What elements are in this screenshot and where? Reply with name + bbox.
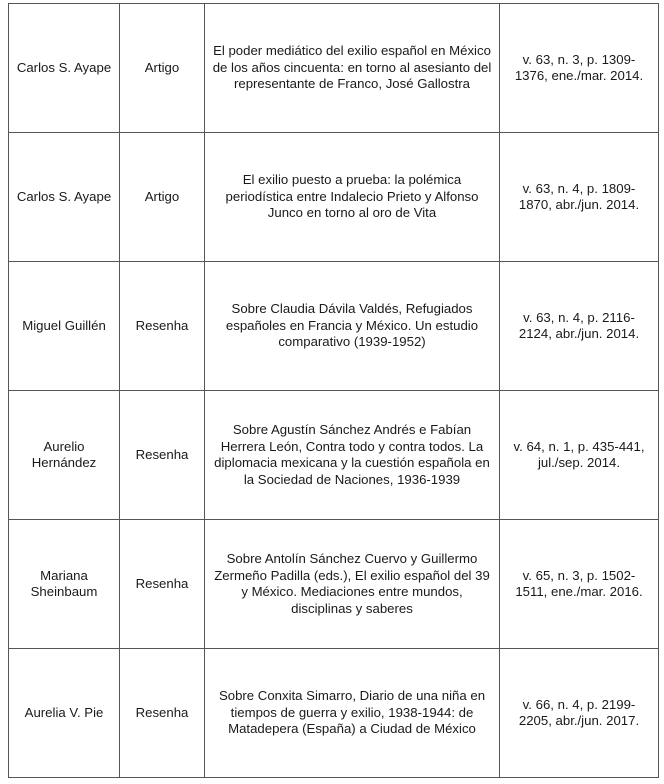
reference-cell: v. 64, n. 1, p. 435-441, jul./sep. 2014. <box>500 391 659 520</box>
title-cell: Sobre Claudia Dávila Valdés, Refugiados españoles en Francia y México. Un estudio comparativo (1939-1952) <box>205 262 500 391</box>
type-cell: Resenha <box>120 391 205 520</box>
table-row <box>9 520 659 649</box>
title-cell: Sobre Agustín Sánchez Andrés e Fabían Herrera León, Contra todo y contra todos. La diplomacia mexicana y la cuestión española en la Sociedad de Naciones, 1936-1939 <box>205 391 500 520</box>
type-cell: Resenha <box>120 262 205 391</box>
type-cell: Resenha <box>120 520 205 649</box>
author-cell: Carlos S. Ayape <box>9 4 120 133</box>
bibliography-table <box>8 3 659 778</box>
author-cell: Aurelio Hernández <box>9 391 120 520</box>
author-cell: Aurelia V. Pie <box>9 649 120 778</box>
reference-cell: v. 66, n. 4, p. 2199-2205, abr./jun. 2017. <box>500 649 659 778</box>
table-row <box>9 133 659 262</box>
table-row <box>9 262 659 391</box>
title-cell: Sobre Conxita Simarro, Diario de una niña en tiempos de guerra y exilio, 1938-1944: de Matadepera (España) a Ciudad de México <box>205 649 500 778</box>
author-cell: Miguel Guillén <box>9 262 120 391</box>
type-cell: Artigo <box>120 133 205 262</box>
author-cell: Mariana Sheinbaum <box>9 520 120 649</box>
title-cell: El poder mediático del exilio español en México de los años cincuenta: en torno al asesianto del representante de Franco, José Gallostra <box>205 4 500 133</box>
author-cell: Carlos S. Ayape <box>9 133 120 262</box>
reference-cell: v. 63, n. 4, p. 2116-2124, abr./jun. 2014. <box>500 262 659 391</box>
type-cell: Artigo <box>120 4 205 133</box>
table-row <box>9 4 659 133</box>
reference-cell: v. 63, n. 4, p. 1809-1870, abr./jun. 2014. <box>500 133 659 262</box>
reference-cell: v. 65, n. 3, p. 1502-1511, ene./mar. 2016. <box>500 520 659 649</box>
title-cell: Sobre Antolín Sánchez Cuervo y Guillermo Zermeño Padilla (eds.), El exilio español del 39 y México. Mediaciones entre mundos, disciplinas y saberes <box>205 520 500 649</box>
title-cell: El exilio puesto a prueba: la polémica periodística entre Indalecio Prieto y Alfonso Junco en torno al oro de Vita <box>205 133 500 262</box>
reference-cell: v. 63, n. 3, p. 1309-1376, ene./mar. 2014. <box>500 4 659 133</box>
table-row <box>9 391 659 520</box>
table-row <box>9 649 659 778</box>
type-cell: Resenha <box>120 649 205 778</box>
